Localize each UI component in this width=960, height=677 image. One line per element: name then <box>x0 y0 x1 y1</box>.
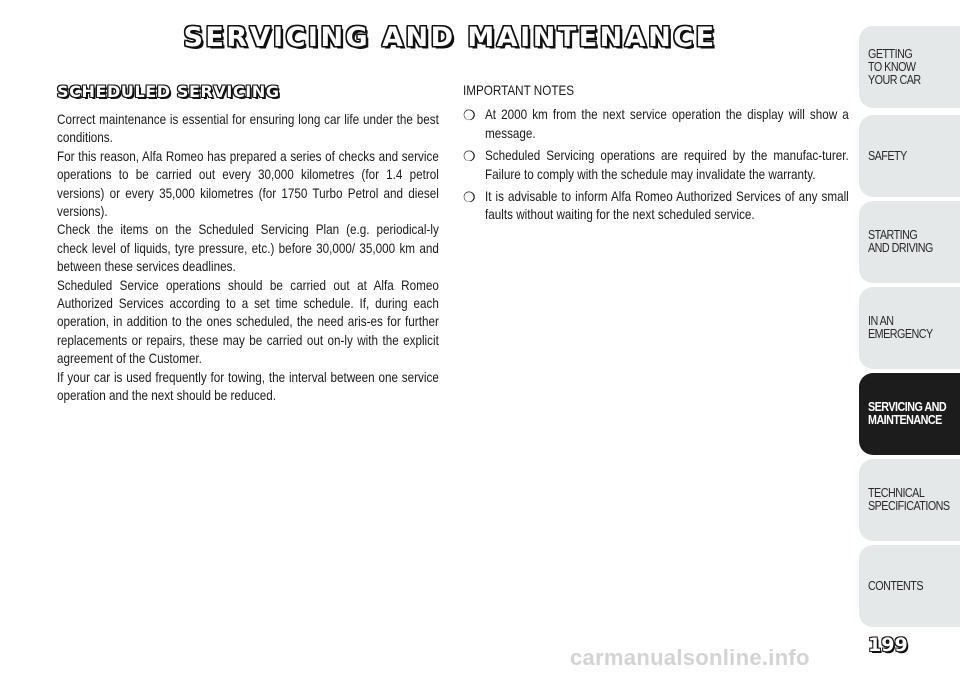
tab-servicing-and-maintenance[interactable] <box>859 373 960 455</box>
tab-in-an-emergency[interactable] <box>859 287 960 369</box>
tab-technical-specifications[interactable] <box>859 459 960 541</box>
body-paragraph: If your car is used frequently for towing, the interval between one service operation and the next should be reduced. <box>57 369 439 404</box>
notes-heading: IMPORTANT NOTES <box>463 83 575 98</box>
body-paragraph: Scheduled Service operations should be carried out at Alfa Romeo Authorized Services according to a set time schedule. If, during each operation, in addition to the ones scheduled, the need aris-es for further replacements or repairs, these may be carried out on-ly with the explicit agreement of the Customer. <box>57 277 439 367</box>
list-item <box>463 147 848 184</box>
note-text: It is advisable to inform Alfa Romeo Authorized Services of any small faults without waiting for the next scheduled service. <box>485 189 849 223</box>
section-heading: SCHEDULED SERVICING <box>57 82 280 101</box>
important-notes-section <box>463 82 848 229</box>
list-item <box>463 106 848 143</box>
tab-label: IN AN EMERGENCY <box>868 314 933 341</box>
page-number: 199 <box>868 634 908 656</box>
tab-contents[interactable] <box>859 545 960 627</box>
tab-label: TECHNICAL SPECIFICATIONS <box>868 486 950 513</box>
tab-label: STARTING AND DRIVING <box>868 228 933 255</box>
body-paragraph: Correct maintenance is essential for ensuring long car life under the best conditions. <box>57 112 439 146</box>
note-text: Scheduled Servicing operations are required by the manufac-turer. Failure to comply with the schedule may invalidate the warranty. <box>485 148 849 182</box>
tab-safety[interactable] <box>859 115 960 197</box>
tab-label: SAFETY <box>868 148 907 163</box>
tab-getting-to-know-your-car[interactable] <box>859 26 960 108</box>
scheduled-servicing-section <box>57 82 439 406</box>
tab-label: SERVICING AND MAINTENANCE <box>868 400 947 427</box>
circle-bullet-icon: ❍ <box>463 148 476 165</box>
watermark: carmanualsonline.info <box>570 645 810 670</box>
circle-bullet-icon: ❍ <box>463 107 476 124</box>
note-text: At 2000 km from the next service operation the display will show a message. <box>485 107 849 141</box>
list-item <box>463 188 848 225</box>
tab-starting-and-driving[interactable] <box>859 201 960 283</box>
tab-label: GETTING TO KNOW YOUR CAR <box>868 46 921 87</box>
body-paragraph: For this reason, Alfa Romeo has prepared a series of checks and service operations to be carried out every 30,000 kilometres (for 1.4 petrol versions) or every 35,000 kilometres (for 1750 Turbo Petrol and diesel versions). <box>57 148 439 220</box>
page-title: SERVICING AND MAINTENANCE <box>183 22 717 53</box>
tab-label: CONTENTS <box>868 578 923 593</box>
circle-bullet-icon: ❍ <box>463 189 476 206</box>
body-paragraph: Check the items on the Scheduled Servicing Plan (e.g. periodical-ly check level of liquids, tyre pressure, etc.) before 30,000/ 35,000 km and between these services deadlines. <box>57 222 439 275</box>
